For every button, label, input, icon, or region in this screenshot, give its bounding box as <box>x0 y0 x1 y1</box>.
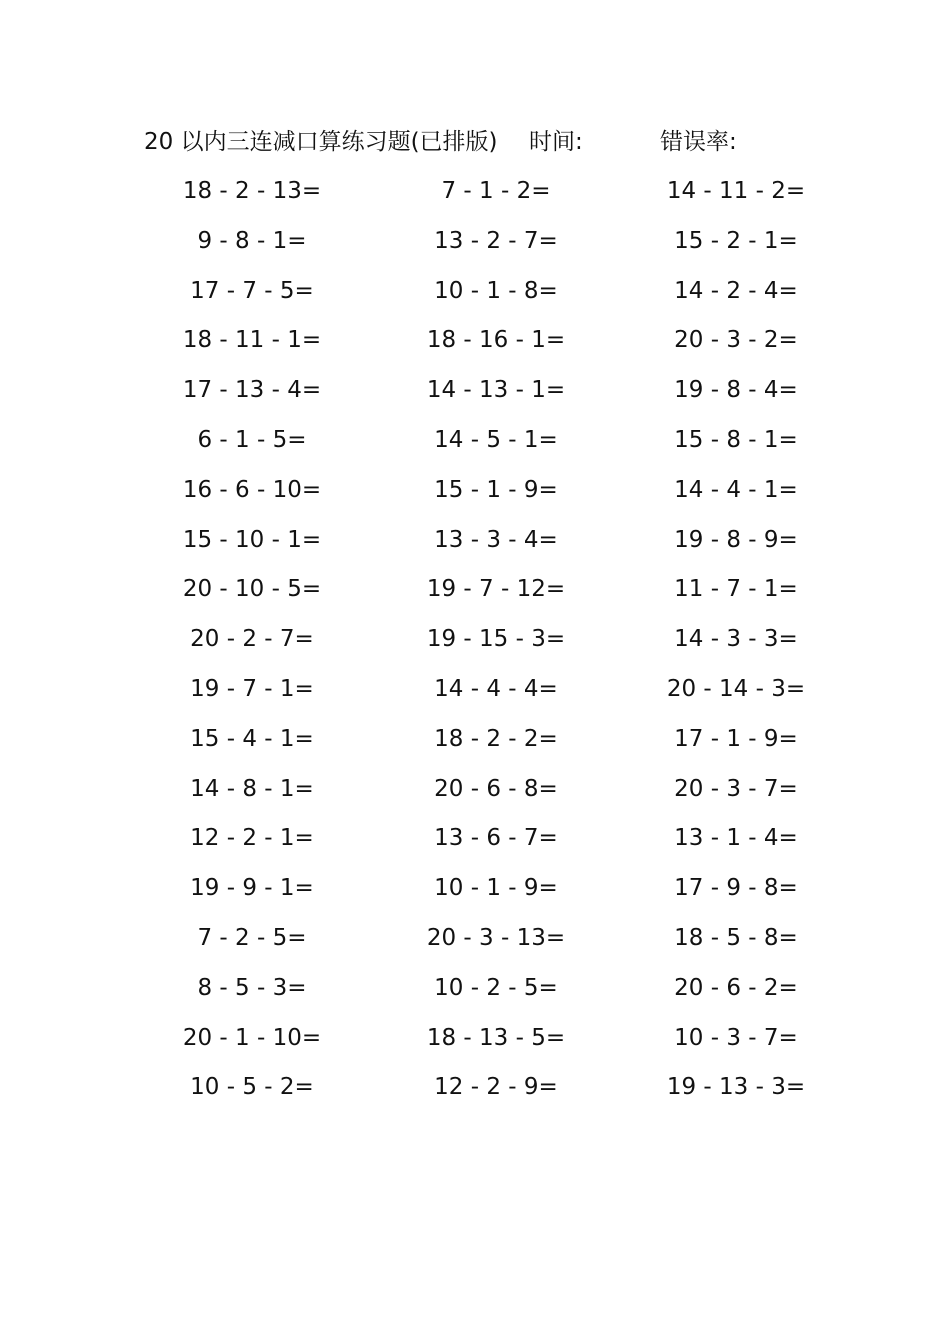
problem-item: 18 - 16 - 1= <box>426 327 566 354</box>
problem-row <box>130 374 810 424</box>
problem-item: 13 - 3 - 4= <box>434 526 558 553</box>
problem-item: 8 - 5 - 3= <box>197 974 307 1001</box>
problem-item: 14 - 13 - 1= <box>426 377 566 404</box>
problem-item: 15 - 2 - 1= <box>674 227 798 254</box>
problem-item: 14 - 11 - 2= <box>666 178 806 204</box>
worksheet-title: 20 以内三连减口算练习题(已排版) <box>144 129 498 155</box>
problem-item: 20 - 3 - 2= <box>674 327 798 354</box>
problem-row <box>130 573 810 623</box>
problem-item: 10 - 1 - 9= <box>434 875 558 902</box>
problem-item: 13 - 6 - 7= <box>434 825 558 852</box>
problem-row <box>130 175 810 225</box>
problem-item: 20 - 1 - 10= <box>182 1024 322 1051</box>
problem-item: 20 - 6 - 8= <box>434 775 558 802</box>
problem-item: 20 - 2 - 7= <box>190 626 314 653</box>
problem-item: 10 - 5 - 2= <box>190 1074 314 1101</box>
problem-row <box>130 773 810 823</box>
problem-item: 14 - 4 - 1= <box>674 476 798 503</box>
problem-item: 19 - 8 - 4= <box>674 377 798 404</box>
problem-item: 17 - 1 - 9= <box>674 725 798 752</box>
problem-row <box>130 623 810 673</box>
problem-row <box>130 524 810 574</box>
problem-item: 16 - 6 - 10= <box>182 476 322 503</box>
problem-item: 17 - 7 - 5= <box>190 277 314 304</box>
problem-item: 20 - 14 - 3= <box>666 675 806 702</box>
problem-item: 18 - 2 - 13= <box>182 178 322 204</box>
error-rate-label: 错误率: <box>660 129 737 155</box>
problem-item: 17 - 13 - 4= <box>182 377 322 404</box>
problem-item: 20 - 10 - 5= <box>182 576 322 603</box>
problem-item: 15 - 8 - 1= <box>674 426 798 453</box>
problem-row <box>130 474 810 524</box>
problem-item: 10 - 2 - 5= <box>434 974 558 1001</box>
problem-item: 19 - 7 - 12= <box>426 576 566 603</box>
problem-row <box>130 1071 810 1121</box>
problem-row <box>130 673 810 723</box>
problem-item: 18 - 5 - 8= <box>674 924 798 951</box>
problem-item: 20 - 6 - 2= <box>674 974 798 1001</box>
problem-item: 19 - 9 - 1= <box>190 875 314 902</box>
problem-grid <box>130 175 810 1121</box>
problem-item: 13 - 2 - 7= <box>434 227 558 254</box>
problem-row <box>130 1022 810 1072</box>
problem-item: 19 - 13 - 3= <box>666 1074 806 1101</box>
problem-row <box>130 822 810 872</box>
problem-item: 6 - 1 - 5= <box>197 426 307 453</box>
problem-item: 14 - 5 - 1= <box>434 426 558 453</box>
problem-item: 14 - 8 - 1= <box>190 775 314 802</box>
problem-item: 17 - 9 - 8= <box>674 875 798 902</box>
time-label: 时间: <box>529 129 583 155</box>
problem-item: 11 - 7 - 1= <box>674 576 798 603</box>
problem-item: 12 - 2 - 1= <box>190 825 314 852</box>
problem-item: 14 - 4 - 4= <box>434 675 558 702</box>
problem-row <box>130 723 810 773</box>
problem-item: 10 - 3 - 7= <box>674 1024 798 1051</box>
problem-item: 10 - 1 - 8= <box>434 277 558 304</box>
problem-row <box>130 922 810 972</box>
problem-item: 20 - 3 - 7= <box>674 775 798 802</box>
problem-item: 18 - 13 - 5= <box>426 1024 566 1051</box>
problem-item: 14 - 3 - 3= <box>674 626 798 653</box>
problem-item: 14 - 2 - 4= <box>674 277 798 304</box>
problem-item: 19 - 15 - 3= <box>426 626 566 653</box>
problem-item: 7 - 2 - 5= <box>197 924 307 951</box>
problem-row <box>130 972 810 1022</box>
problem-item: 20 - 3 - 13= <box>426 924 566 951</box>
problem-item: 9 - 8 - 1= <box>197 227 307 254</box>
problem-item: 15 - 10 - 1= <box>182 526 322 553</box>
problem-item: 7 - 1 - 2= <box>441 178 551 204</box>
problem-item: 19 - 7 - 1= <box>190 675 314 702</box>
problem-row <box>130 424 810 474</box>
problem-item: 18 - 2 - 2= <box>434 725 558 752</box>
problem-item: 15 - 4 - 1= <box>190 725 314 752</box>
problem-row <box>130 872 810 922</box>
problem-row <box>130 324 810 374</box>
problem-row <box>130 275 810 325</box>
problem-item: 12 - 2 - 9= <box>434 1074 558 1101</box>
problem-item: 18 - 11 - 1= <box>182 327 322 354</box>
problem-item: 19 - 8 - 9= <box>674 526 798 553</box>
problem-item: 13 - 1 - 4= <box>674 825 798 852</box>
problem-item: 15 - 1 - 9= <box>434 476 558 503</box>
problem-row <box>130 225 810 275</box>
